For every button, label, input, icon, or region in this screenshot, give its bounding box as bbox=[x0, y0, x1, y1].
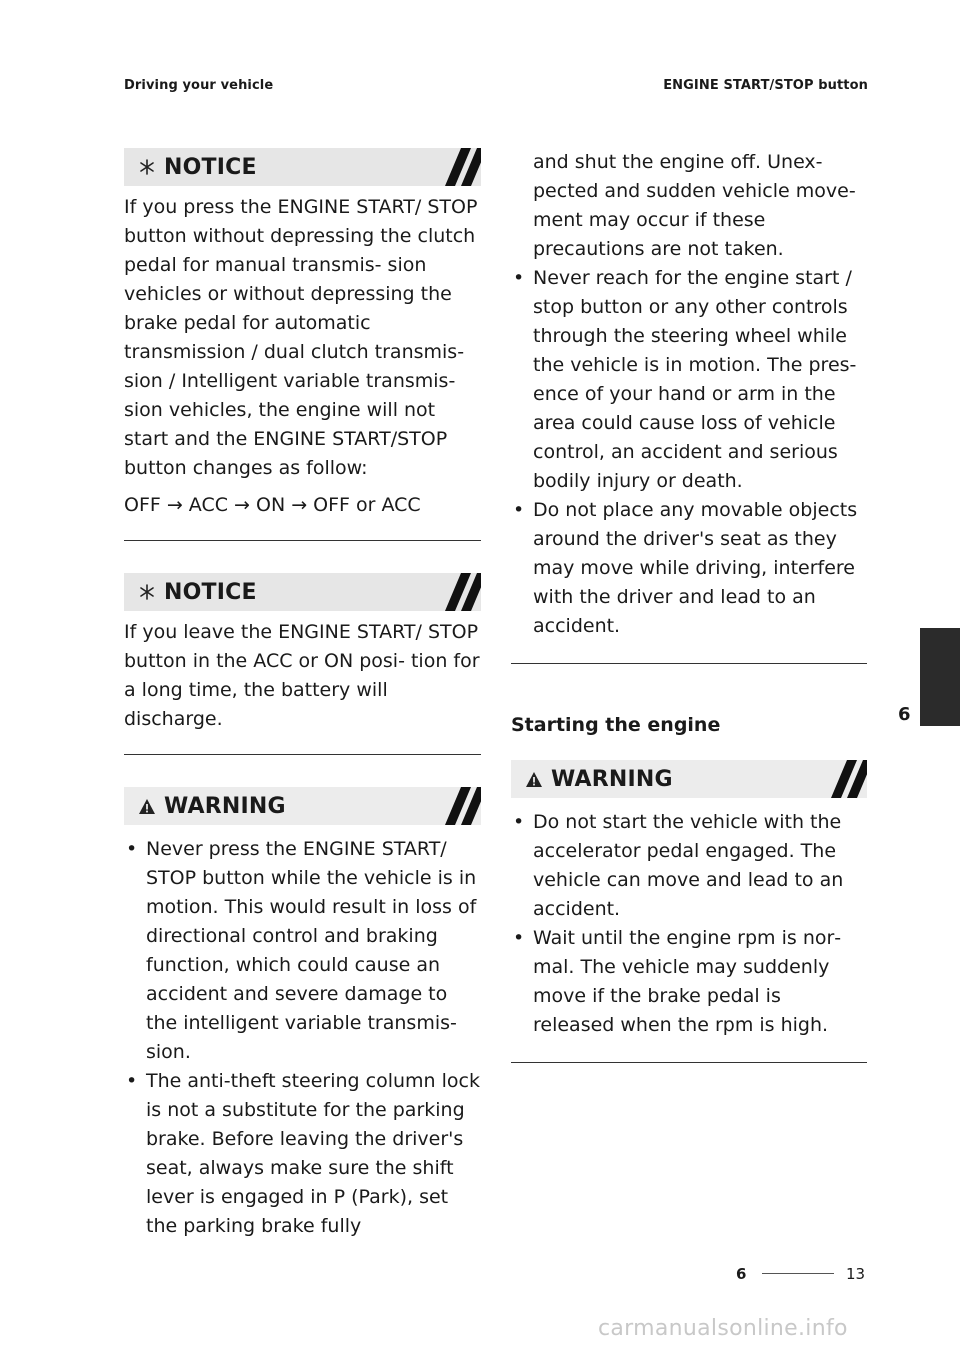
button-state-sequence: OFF → ACC → ON → OFF or ACC bbox=[124, 494, 421, 516]
bullet-dot: • bbox=[513, 811, 525, 833]
asterisk-icon bbox=[132, 158, 162, 176]
footer-page-number: 13 bbox=[846, 1265, 866, 1283]
list-item-text: Never press the ENGINE START/ STOP button while the vehicle is in motion. This would result in loss of directional control and braking function, which could cause an accident and severe damage to the intelligent variable transmis‑ sion. bbox=[146, 838, 477, 1063]
bullet-dot: • bbox=[126, 838, 138, 860]
list-item-text: Do not place any movable objects around the driver's seat as they may move while driving, interfere with the driver and lead to an accident. bbox=[533, 499, 858, 637]
chapter-side-tab bbox=[920, 628, 960, 726]
right-column bbox=[511, 148, 867, 1063]
footer-chapter-number: 6 bbox=[736, 1265, 747, 1283]
bullet-dot: • bbox=[513, 927, 525, 949]
bullet-dot: • bbox=[513, 499, 525, 521]
asterisk-icon bbox=[132, 583, 162, 601]
notice-paragraph: If you press the ENGINE START/ STOP button without depressing the clutch pedal for manual transmis‑ sion vehicles or without depressing the brake pedal for automatic transmission / dual clutch transmis‑ sion / Intelligent variable transmis‑ sion vehicles, the engine will not start and the ENGINE START/STOP button changes as follow: bbox=[124, 196, 478, 479]
warning-triangle-icon bbox=[519, 771, 549, 788]
footer-rule bbox=[762, 1273, 834, 1274]
list-item bbox=[511, 924, 867, 1040]
list-item-text: The anti-theft steering column lock is not a substitute for the parking brake. Before leaving the driver's seat, always make sure the shift lever is engaged in P (Park), set the parking brake fully bbox=[146, 1070, 480, 1237]
list-item bbox=[511, 808, 867, 924]
warning-banner bbox=[511, 760, 867, 798]
banner-stripes bbox=[437, 573, 481, 611]
notice-title: NOTICE bbox=[164, 579, 257, 605]
running-header-left: Driving your vehicle bbox=[124, 78, 274, 93]
warning-list-continued bbox=[511, 264, 867, 641]
left-column bbox=[124, 148, 481, 1241]
section-heading: Starting the engine bbox=[511, 714, 721, 736]
warning-list bbox=[511, 808, 867, 1040]
list-item-text: Do not start the vehicle with the accelerator pedal engaged. The vehicle can move and lead to an accident. bbox=[533, 811, 844, 920]
warning-title: WARNING bbox=[551, 766, 673, 792]
list-item-text: Never reach for the engine start / stop button or any other controls through the steering wheel while the vehicle is in motion. The pres‑ ence of your hand or arm in the area could cause loss of vehicle control, an accident and serious bodily injury or death. bbox=[533, 267, 857, 492]
banner-stripes bbox=[437, 787, 481, 825]
list-item bbox=[124, 1067, 481, 1241]
watermark: carmanualsonline.info bbox=[598, 1316, 848, 1341]
divider bbox=[124, 540, 481, 541]
bullet-dot: • bbox=[126, 1070, 138, 1092]
banner-stripes bbox=[437, 148, 481, 186]
list-item bbox=[511, 264, 867, 496]
bullet-dot: • bbox=[513, 267, 525, 289]
notice-title: NOTICE bbox=[164, 154, 257, 180]
chapter-tab-number: 6 bbox=[898, 704, 911, 725]
warning-banner bbox=[124, 787, 481, 825]
divider bbox=[511, 663, 867, 664]
banner-stripes bbox=[823, 760, 867, 798]
notice-banner bbox=[124, 148, 481, 186]
notice-banner-2 bbox=[124, 573, 481, 611]
continued-text: and shut the engine off. Unex‑ pected and sudden vehicle move‑ ment may occur if these precautions are not taken. bbox=[533, 151, 856, 260]
list-item bbox=[511, 496, 867, 641]
running-header-right: ENGINE START/STOP button bbox=[663, 78, 868, 93]
warning-list bbox=[124, 835, 481, 1241]
warning-triangle-icon bbox=[132, 798, 162, 815]
notice-paragraph: If you leave the ENGINE START/ STOP button in the ACC or ON posi‑ tion for a long time, the battery will discharge. bbox=[124, 621, 480, 730]
warning-title: WARNING bbox=[164, 793, 286, 819]
divider bbox=[124, 754, 481, 755]
list-item-text: Wait until the engine rpm is nor‑ mal. The vehicle may suddenly move if the brake pedal is released when the rpm is high. bbox=[533, 927, 842, 1036]
divider bbox=[511, 1062, 867, 1063]
list-item bbox=[124, 835, 481, 1067]
